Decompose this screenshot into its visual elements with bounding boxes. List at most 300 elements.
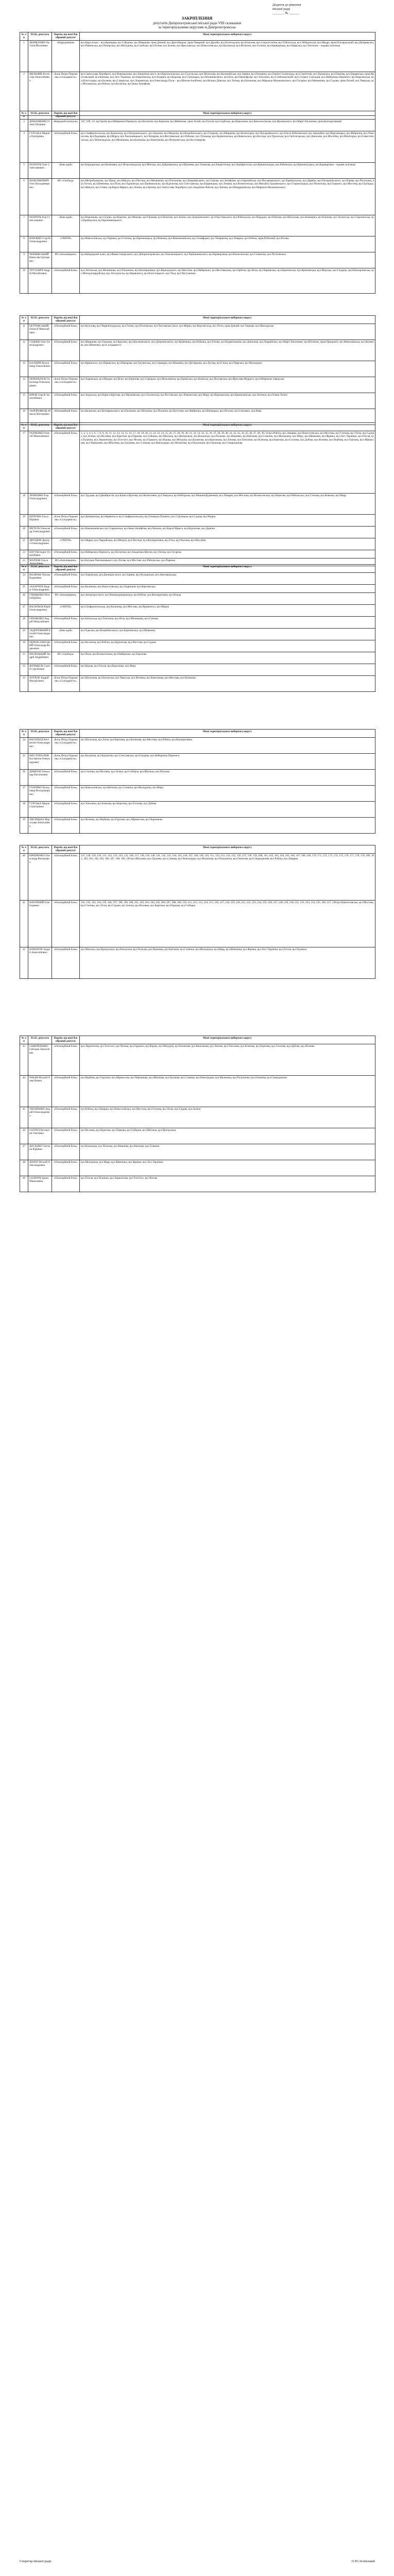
table-row — [20, 593, 375, 605]
district-boundaries: 1, 2, 3, 4, 5, 6, 7, 8, 9, 10, 11, 12, 13, 14, 15, 16, 17, 18, 19, 20, 21, 22, 23, 24, 25, 26, 27, 28, 29, 30, 31, 32, 33, 34, 35, 36, 37, 38, 39, 40, 41, 42, 43, 44, 45, 46, 47, 48, 49, 50 вул.Робоча, вул.Ливарна, вул.Новоселівська, вул.Мостова, вул.Степова, вул.Лісна, вул.Садова, вул.Зелена, вул.Весняна, вул.Берегова, вул.Паркова, вул.Соборна, вул.Шкільна, вул.Центральна, вул.Вокзальна, вул.Польова, вул.Вишнева, вул.Квіткова, вул.Сонячна, вул.Молодіжна, вул.Миру, вул.Шевченка, вул.Франка, вул.Лесі Українки, вул.Гоголя, вул.Пушкіна, вул.Лермонтова, вул.Толстого, вул.Чехова, вул.Горького, вул.Кірова, вул.Мічуріна, вул.Калинова, вул.Каштанова, вул.Липова, вул.Тополина, вул.Кленова, вул.Березова, вул.Соснова, вул.Дубова, вул.Ясенева, вул.Вербова, вул.Горіхова, вул.Абрикосова, вул.Черешнева, вул.Яблунева, вул.Грушева, вул.Сливова, вул.Виноградна, вул.Малинова, вул.Полунична, вул.Ожинова, вул.Смородинова — [80, 431, 375, 493]
deputy-party: «Опозиційний блок» — [52, 947, 80, 978]
table-row — [20, 585, 375, 593]
table-row — [20, 538, 375, 550]
table-header-row — [20, 845, 375, 854]
row-number: 38 — [20, 802, 28, 817]
row-number: 27 — [20, 605, 28, 616]
table-block — [20, 111, 375, 294]
district-boundaries: вул.Харківська, вул.Донецьке шосе, вул.Зоряна, вул.Холодильна, вул.Автозаводська — [80, 573, 375, 584]
district-boundaries: вул.Молодіжна, вул.Миру, вул.Шевченка, вул.Франка, вул.Лесі Українки — [80, 1160, 375, 1176]
table-block — [20, 1036, 375, 1192]
deputy-name: СУДНЕВ Олег Олександрович — [28, 340, 52, 361]
table-row — [20, 786, 375, 802]
deputy-name: МАЛЕЦЬКИЙ Андрій Андрійович — [28, 652, 52, 664]
deputy-party: ВО «Батьківщина» — [52, 252, 80, 268]
deputy-party: ВО «Батьківщина» — [52, 558, 80, 566]
table-block — [20, 315, 375, 425]
column-header-party: Партія, від якої був обраний депутат — [52, 316, 80, 324]
column-header-party: Партія, від якої був обраний депутат — [52, 845, 80, 853]
table-row — [20, 738, 375, 754]
deputy-party: «Опозиційний блок» — [52, 818, 80, 833]
secretary-label: Секретар міської ради — [20, 2560, 52, 2563]
district-boundaries: вул.Набережна Перемоги, вул.Космічна, вул.Академіка Янгеля, вул.Титова, вул.Гагаріна — [80, 550, 375, 558]
table-row — [20, 179, 375, 215]
district-boundaries: вул.Весняна, вул.Берегова, вул.Паркова, вул.Соборна, вул.Шкільна, вул.Центральна — [80, 1128, 375, 1144]
deputy-name: ЮРОВ Сергій Анатолійович — [28, 393, 52, 409]
deputy-name: ГУРСЬКА Марина Григорівна — [28, 802, 52, 817]
deputy-party: «Блок Петра Порошенка «Солідарність» — [52, 754, 80, 769]
district-boundaries: вул.Одеська, вул.Коцюбинського, вул.Березинська, вул.Шевченка — [80, 629, 375, 640]
district-boundaries: 107, 109, 111 пр.Героїв, вул.Набережна Перемоги, вул.Космічна, вул.Берегова, вул.Шевченка, пров.Тихий, вул.Гоголя, вул.Сербська, вул.Короленка, вул.Комсомольська, вул.Жуковського, вул.Марії Лисиченко, пров.Кооперативний — [80, 120, 375, 131]
row-number: 12 — [20, 340, 28, 361]
district-boundaries: 127, 128, 129, 130, 131, 132, 133, 134, 135, 136, 137, 138, 139, 140, 141, 142, 143, 144, 145, 146, 147, 148, 149, 150, 151, 152, 153, 154, 155, 156, 157, 158, 159, 160, 161, 162, 163, 164, 165, 166, 167, 168, 169, 170, 171, 172, 173, 174, 175, 176, 177, 178, 179, 180, 181, 182, 183, 184, 185, 186, 187, 188, 189, 190 вул.Яблунева, вул.Грушева, вул.Сливова, вул.Виноградна, вул.Малинова, вул.Полунична, вул.Ожинова, вул.Смородинова, вул.Робоча, вул.Ливарна — [80, 854, 375, 900]
deputy-name: МЕЛЬНИК Ростислав Анатолійович — [28, 72, 52, 115]
deputy-name: ДОЛОТ Віталій Олександрович — [28, 1160, 52, 1176]
deputy-name: ЧЕРНИВСЬКИЙ Вячеслав Григорович — [28, 252, 52, 268]
deputy-party: «Опозиційний блок» — [52, 770, 80, 785]
column-header-party: Партія, від якої був обраний депутат — [52, 730, 80, 737]
deputy-party: «Опозиційний блок» — [52, 1076, 80, 1107]
column-header-no: № з/п — [20, 111, 28, 119]
column-header-no: № з/п — [20, 423, 28, 431]
row-number: 23 — [20, 558, 28, 566]
row-number: 43 — [20, 1044, 28, 1075]
table-row — [20, 236, 375, 252]
deputy-name: САЛЬЧУК Ірина Миколаївна — [28, 1176, 52, 1192]
row-number: 2 — [20, 72, 28, 115]
deputy-name: ГУРСЬКА Марина Григорівна — [28, 131, 52, 162]
district-boundaries: вул.Шолохова, вул.Батумська, вул.Тверська, вул.Весняна, вул.Каштанова, вул.Мостова, вул.Калинова — [80, 676, 375, 691]
column-header-desc: Межі територіального виборчого округу — [80, 32, 375, 40]
table-block — [20, 564, 375, 692]
table-row — [20, 515, 375, 527]
deputy-name: ВАЛЬЧАК Оксана Вадимівна — [28, 573, 52, 584]
row-number: 14 — [20, 377, 28, 393]
table-row — [20, 550, 375, 558]
table-row — [20, 72, 375, 116]
deputy-name: МАТЮШ Ольга Анатоліївна — [28, 558, 52, 566]
column-header-desc: Межі територіального виборчого округу — [80, 111, 375, 119]
column-header-name: П.І.Б. депутата — [28, 565, 52, 572]
deputy-name: РУДЧЕНКО Олексій Миколайович — [28, 431, 52, 493]
deputy-name: ПОЛІЧУК Олег Станіславович — [28, 163, 52, 178]
district-boundaries: вул.Космічна, вул.Робоча, вул.Курчатова, вул.Мостова, вул.Садова — [80, 640, 375, 652]
district-boundaries: вул.Сімферопольська, вул.Калинова, вул.Мостова, вул.Кривоноса, вул.Мирна — [80, 605, 375, 616]
deputy-party: «Опозиційний блок» — [52, 431, 80, 493]
table-row — [20, 431, 375, 494]
row-number: 46 — [20, 1128, 28, 1144]
table-row — [20, 377, 375, 393]
column-header-no: № з/п — [20, 316, 28, 324]
district-boundaries: вул.Трудова, вул.Декабристів, вул.Бориса Кротова, вул.Колективна, вул.Тверська, вул.Виборзька, вул.Машинобудівників, вул.Ливарна, вул.Мостова, вул.Вознесенська, вул.Берегова, вул.Рибальська, вул.Степова, вул.Ковпака, вул.Миру — [80, 494, 375, 514]
table-row — [20, 818, 375, 834]
table-header-row — [20, 316, 375, 324]
district-boundaries: вул.Гоголя, вул.Пушкіна, вул.Лермонтова, вул.Толстого, вул.Чехова — [80, 1176, 375, 1192]
table-row — [20, 770, 375, 786]
deputy-name: ШЕСТОПАЛЮК Костянтин Олександрович — [28, 754, 52, 769]
deputy-party: «УКРОП» — [52, 605, 80, 616]
deputy-name: ДРОЗДОВ Дмитро Олександрович — [28, 538, 52, 550]
district-boundaries: вул.Новоселівська, вул.Квіткова, вул.Сонячна, вул.Молодіжна, вул.Миру — [80, 786, 375, 801]
table-row — [20, 494, 375, 515]
district-boundaries: вул.Виконкомівська, вул.Сормовська, вул.Івана Акінфієва, вул.Чапаєва, вул.Карла Маркса, вул.Курчатова, вул.Дарвіна — [80, 527, 375, 538]
deputy-party: «Опозиційний блок» — [52, 802, 80, 817]
row-number: 45 — [20, 1107, 28, 1128]
district-boundaries: вул.Кірова, вул.Гоголя, вул.Короленка, вул.Миру — [80, 664, 375, 675]
deputy-party: «Опозиційний блок» — [52, 1144, 80, 1160]
title-line-2: за територіальними округами м.Дніпропетровська — [158, 25, 236, 29]
row-number: 29 — [20, 629, 28, 640]
deputy-party: «Відродження» — [52, 41, 80, 72]
district-boundaries: вул.Космічна, вул.Курчатова, вул.Січеславська, вул.Гагаріна, вул.Набережна Перемоги — [80, 754, 375, 769]
column-header-name: П.І.Б. депутата — [28, 730, 52, 737]
table-row — [20, 252, 375, 268]
row-number: 32 — [20, 664, 28, 675]
table-row — [20, 629, 375, 640]
row-number: 20 — [20, 527, 28, 538]
annex-line-3: _______ № ______ — [272, 11, 299, 15]
column-header-name: П.І.Б. депутата — [28, 1036, 52, 1044]
table-header-row — [20, 1036, 375, 1044]
column-header-no: № з/п — [20, 1036, 28, 1044]
row-number: 15 — [20, 393, 28, 409]
deputy-name: ЄРЕМЕНКО Андрій Миколайович — [28, 617, 52, 628]
table-row — [20, 215, 375, 236]
deputy-party: «Опозиційний блок» — [52, 1128, 80, 1144]
deputy-name: ШУРОВА Ольга Юріївна — [28, 515, 52, 526]
table-row — [20, 854, 375, 901]
district-boundaries: вул.Робоча, вул.Ливарна, вул.Новоселівська, вул.Мостова, вул.Степова, вул.Лісна, вул.Садова, вул.Зелена — [80, 1107, 375, 1128]
deputy-party: «Наш край» — [52, 215, 80, 236]
district-boundaries: вул.Поля, вул.Вознесенська, вул.Набережна, вул.Березова — [80, 652, 375, 664]
deputy-party: «Блок Петра Порошенка «Солідарність» — [52, 515, 80, 526]
deputy-party: «Наш край» — [52, 629, 80, 640]
deputy-party: «Опозиційний блок» — [52, 340, 80, 361]
deputy-party: «Опозиційний блок» — [52, 268, 80, 293]
deputy-name: ГОЛОВКО Володимир Володимирович — [28, 786, 52, 801]
row-number: 18 — [20, 494, 28, 514]
row-number: 13 — [20, 361, 28, 377]
deputy-name: ЗАДОРОЖНИЙ Віталій Олександрович — [28, 629, 52, 640]
district-boundaries: вул.Батумська, вул.Тополина, вул.Ясна, вул.Мечникова, вул.Степова — [80, 617, 375, 628]
column-header-desc: Межі територіального виборчого округу — [80, 423, 375, 431]
deputy-name: ДОМАШЕНКО Олена Петрівна — [28, 120, 52, 131]
column-header-desc: Межі територіального виборчого округу — [80, 1036, 375, 1044]
row-number: 25 — [20, 585, 28, 592]
deputy-name: ГРИЩЕНКО Юлія Юріївна — [28, 593, 52, 604]
secretary-name: О.Ю.Зелінський — [351, 2560, 375, 2563]
row-number: 10 — [20, 268, 28, 293]
table-row — [20, 131, 375, 163]
district-boundaries: вул.Сімферопольська, вул.Бакинська, вул.Паторжинського, вул.Алмазна, вул.Медична, вул.Коцюбинського, вул.Гладкова, вул.Ширшова, вул.Колекторна, вул.Писаржевського, вул.Ольги Кобилянської, вул.Авіаційна, вул.Марганецька, вул.Фабрична, вул.Ломоносова, вул.Радищева, вул.Щорса, вул.Хмельницького, вул.Чичеріна, вул.Фестивальна, вул.Рибалко, вул.Тупикова, вул.Криничанська, вул.Ковельська, вул.Косіора, вул.Уральська, вул.Світлогорська, вул.Данилова, вул.Шосейна, вул.Моніторна, вул.Севастопольська, вул.Ленінградська, вул.Мечникова, вул.Калинова, вул.Каштанова, вул.Ясинуватська, вул.Костомарова — [80, 131, 375, 162]
row-number: 41 — [20, 901, 28, 947]
table-row — [20, 1044, 375, 1076]
table-block — [20, 845, 375, 979]
column-header-desc: Межі територіального виборчого округу — [80, 565, 375, 572]
row-number: 21 — [20, 538, 28, 550]
table-row — [20, 120, 375, 131]
table-row — [20, 754, 375, 770]
district-boundaries: вул.Новоселівська, вул.Чарівна, вул.Степова, вул.Кременецька, вул.Ковпака, вул.Виконкомівська, вул.Семафорна, вул.Тимірязєва, вул.Ливарна, вул.Робоча, пров.Рубіжний, вул.Яхтова — [80, 236, 375, 252]
row-number: 19 — [20, 515, 28, 526]
deputy-party: ВО «Свобода» — [52, 652, 80, 664]
row-number: 22 — [20, 550, 28, 558]
district-boundaries: вул.Тополина, вул.Кленова, вул.Березова, вул.Соснова, вул.Дубова — [80, 802, 375, 817]
column-header-name: П.І.Б. депутата — [28, 32, 52, 40]
deputy-party: ВО «Батьківщина» — [52, 593, 80, 604]
table-block — [20, 32, 375, 116]
deputy-name: МЕТЕЛЬ Олександр Олександрович — [28, 527, 52, 538]
column-header-desc: Межі територіального виборчого округу — [80, 316, 375, 324]
annex-note — [272, 3, 375, 15]
table-row — [20, 340, 375, 361]
column-header-name: П.І.Б. депутата — [28, 111, 52, 119]
deputy-party: «Опозиційний блок» — [52, 494, 80, 514]
deputy-party: «Блок Петра Порошенка «Солідарність» — [52, 72, 80, 115]
row-number: 1 — [20, 41, 28, 72]
district-boundaries: вул.Шкільна, вул.Центральна, вул.Вокзальна, вул.Польова, вул.Вишнева, вул.Квіткова, вул.Сонячна, вул.Молодіжна, вул.Миру, вул.Шевченка, вул.Франка, вул.Лесі Українки, вул.Гоголя, вул.Пушкіна — [80, 947, 375, 978]
deputy-name: ПОЛІЧУК Ігор Станіславович — [28, 215, 52, 236]
column-header-party: Партія, від якої був обраний депутат — [52, 565, 80, 572]
annex-line-1: Додаток до рішення — [272, 3, 301, 7]
table-row — [20, 1107, 375, 1128]
title-line-1: депутатів Дніпропетровської міської ради VIII скликання — [152, 21, 242, 25]
column-header-no: № з/п — [20, 730, 28, 737]
district-boundaries: вул.Воронцова, вул.Сєдова, вул.Коротка, вул.Межова, вул.Громова, вул.Поштова, вул.Зелена, вул.Дзержинського, вул.Паустовського, вул.Рибальська, вул.Відрадна, вул.Рабочая, вул.Шолохова, вул.Інженерна, вул.Кленова, вул.Луганська, вул.Сорочинська, вул.Приморська, вул.Кропивницького — [80, 215, 375, 236]
table-row — [20, 324, 375, 340]
row-number: 8 — [20, 236, 28, 252]
row-number: 37 — [20, 786, 28, 801]
deputy-party: «Опозиційний блок» — [52, 786, 80, 801]
column-header-no: № з/п — [20, 845, 28, 853]
deputy-party: «Опозиційний блок» — [52, 361, 80, 377]
table-row — [20, 41, 375, 72]
table-row — [20, 268, 375, 294]
deputy-party: «УКРОП» — [52, 236, 80, 252]
deputy-party: «Опозиційний блок» — [52, 640, 80, 652]
column-header-party: Партія, від якої був обраний депутат — [52, 32, 80, 40]
district-boundaries: вул.Кривоноса, вул.Паровозна, вул.Макарова, вул.Грузинська, вул.Сирецька, вул.Вишнева, вул.Дегтярьова, вул.Лугова, вул.Сінна, вул.Тверська, вул.Молодіжна — [80, 361, 375, 377]
district-boundaries: вул.Святослава Хороброго, вул.Новокрилова, вул.Запорізьке шосе, вул.Краснопільська, вул.Гуцульська, вул.Шолохова, вул.Коломийська, вул.Зоряна, вул.Поповича, вул.Героїв Сталінграда, вул.Строїтелів, вул.Орловська, вул.Павлова, вул.Бердянська, пров.Ярославський, вул.Ковпака, вул.Лесі Українки, вул.Березинська, вул.Аграрна, вул.Кедрова, вул.Стрілецька, вул.Малиновського, вул.Біла, вул.Прокофьєва, вул.Тополина, вул.Слобожанський, вул.Січових Стрільців, вул.Набережна Перемоги, вул.Березинська, вул.Білостоцька, вул.Бєляєва, вул.Самарська, вул.Лоцманська, вул.Олександра Поля – вул.Шолом-Алейхема, вул.Велика Діївська, вул.Титова, вул.Калинова, вул.Маршала Малиновського, вул.Гагаріна, вул.Мечникова, вул.Садова, пров.Лісний, вул.Тверська, вул.Московська, вул.Робоча, вул.Космічна, вул.Івана Акінфієва — [80, 72, 375, 115]
row-number: 48 — [20, 1160, 28, 1176]
deputy-name: ПЕРЕВЕРЗЄВ Олександр Олександрович — [28, 377, 52, 393]
table-header-row — [20, 423, 375, 431]
row-number: 28 — [20, 617, 28, 628]
row-number: 40 — [20, 854, 28, 900]
table-row — [20, 1160, 375, 1176]
district-boundaries: вул.Калинова, вул.Котляревського, вул.Нахімова, вул.Мічуріна, вул.Пушкіна, вул.Кутузова, вул.Фабрична, вул.Вінницька, вул.Пісочна, вул.Сміливих, вул.Нова — [80, 409, 375, 425]
district-boundaries: вул.Амурська, вул.Бориса Кротова, вул.Мукачівська, вул.Смоленська, вул.Ростовська, вул.Ломоносова, вул.Миру, вул.Ворошилова, вул.Криничанська, вул.Аптечна, вул.Олени Теліги — [80, 393, 375, 409]
district-boundaries: вул.Вербова, вул.Горіхова, вул.Абрикосова, вул.Черешнева, вул.Яблунева, вул.Грушева, вул.Сливова, вул.Виноградна, вул.Малинова, вул.Полунична, вул.Ожинова, вул.Смородинова — [80, 1076, 375, 1107]
table-header-row — [20, 565, 375, 573]
row-number: 9 — [20, 252, 28, 268]
deputy-name: ЛЕВЧЕНКО Ігор Олександрович — [28, 494, 52, 514]
district-boundaries: вул.Шолохова, вул.Лісна, вул.Березова, вул.Калинова, вул.Мостова, вул.Робоча, вул.Кооперативна — [80, 738, 375, 753]
row-number: 16 — [20, 409, 28, 425]
district-boundaries: вул.Мирна, вул.Гвардійська, вул.Шмідта, вул.Пастера, вул.Кооперативна, вул.Тиха, вул.Чкалова, вул.Шосейна — [80, 538, 375, 550]
row-number: 33 — [20, 676, 28, 691]
deputy-party: «Опозиційний блок» — [52, 527, 80, 538]
district-boundaries: вул.Вокзальна, вул.Польова, вул.Вишнева, вул.Квіткова, вул.Сонячна — [80, 1144, 375, 1160]
deputy-party: «Опозиційний блок» — [52, 550, 80, 558]
table-row — [20, 617, 375, 629]
table-header-row — [20, 111, 375, 120]
deputy-name: ВОРОНКО Сергій Олександрович — [28, 236, 52, 252]
row-number: 7 — [20, 215, 28, 236]
annex-line-2: міської ради — [272, 7, 290, 11]
district-boundaries: вул.Лермонтова, вул.Толстого, вул.Чехова, вул.Горького, вул.Кірова, вул.Мічуріна, вул.Калинова, вул.Каштанова, вул.Липова, вул.Тополина, вул.Кленова, вул.Березова, вул.Соснова, вул.Дубова, вул.Ясенева — [80, 1044, 375, 1075]
table-header-row — [20, 730, 375, 738]
district-boundaries: вул.Кутузова, вул.Червоноградська, вул.Глінки, вул.Полтавська, вул.Полтавське шосе, вул.Мирна, вул.Курсантська, вул.Лісна, пров.Дачний, вул.Тернова, вул.Шахтарська — [80, 324, 375, 340]
deputy-party: «Опозиційний блок» — [52, 585, 80, 592]
deputy-party: «Опозиційний блок» — [52, 573, 80, 584]
district-boundaries: вул.Кайдацький шлях, вул.Якова Самарського, вул.Дніпропетровська, вул.Хмельницького, вул.Чернишевського, вул.Криворізька, вул.Вознесенська, вул.Селянська, вул.Путилівська — [80, 252, 375, 268]
row-number: 17 — [20, 431, 28, 493]
deputy-name: ТРУСЕВИЧ Андрій Михайлович — [28, 268, 52, 293]
deputy-party: «Народний контроль» — [52, 120, 80, 131]
row-number: 3 — [20, 120, 28, 131]
table-block — [20, 729, 375, 834]
row-number: 34 — [20, 738, 28, 753]
row-number: 44 — [20, 1076, 28, 1107]
deputy-name: ЖУРАВЕЛЬ Сергій Сергійович — [28, 664, 52, 675]
deputy-name: ДОВБУШ Олександр Васильович — [28, 770, 52, 785]
column-header-name: П.І.Б. депутата — [28, 316, 52, 324]
row-number: 36 — [20, 770, 28, 785]
deputy-party: «Опозиційний блок» — [52, 1107, 80, 1128]
table-row — [20, 947, 375, 979]
table-row — [20, 640, 375, 652]
district-boundaries: вул.Литовська, вул.Мечникова, вул.Плеханова, вул.Кооперативна, вул.Вернадського, вул.Мостова, вул.Набережна, вул.Фестивальна, вул.Орбітна, вул.Ясна, вул.Харківська, вул.Березинська, вул.Кремлівська, вул.Морська, вул.Гагаріна, вул.Новоорловська, вул.Молодогвардійська, вул.Лісозахисна, вул.Кривоноса, вул.Білостоцького, вул.Тиха, вул.Пастушенко — [80, 268, 375, 293]
row-number: 24 — [20, 573, 28, 584]
row-number: 49 — [20, 1176, 28, 1192]
deputy-name: ДЕНИСЕНКО Наталія Йосипівна — [28, 41, 52, 72]
deputy-name: ПЕРЕЯСЛАВСЬКИЙ Олександр Вадимович — [28, 640, 52, 652]
column-header-no: № з/п — [20, 565, 28, 572]
row-number: 42 — [20, 947, 28, 978]
column-header-party: Партія, від якої був обраний депутат — [52, 111, 80, 119]
district-boundaries: вул.Бородинська, вул.Кожемяки, вул.Петрозаводська, вул.Мінська, вул.Дубровинська, вул.Шаумяна, вул.Ульянова, вул.Енергетична, вул.Аерофлотська, вул.Кременчуцька, вул.Рибинська, вул.Кременчуцька, вул.Криворізька – вздовж залізниці — [80, 163, 375, 178]
title-heading: ЗАКРІПЛЕННЯ — [181, 16, 213, 21]
deputy-party: «Блок Петра Порошенка «Солідарність» — [52, 676, 80, 691]
district-boundaries: вул.Запорізьке шосе, вул.Нижньодніпровська, вул.Робоча, вул.Кооперативна, вул.Вільна — [80, 593, 375, 604]
row-number: 26 — [20, 593, 28, 604]
district-boundaries: вул.Харківська, вул.Медова, вул.Ясна, вул.Березова, вул.Сирецька, вул.Мальовнича, вул.Кримська, вул.Київська, вул.Полтавська, вул.Ярослава Мудрого, вул.Набережна Заводська — [80, 377, 375, 393]
district-boundaries: вул.Богдана Хмельницького, вул.Лісова, вул.Мостова, вул.Рибальська, вул.Паркова — [80, 558, 375, 566]
row-number: 31 — [20, 652, 28, 664]
deputy-party: «Опозиційний блок» — [52, 664, 80, 675]
row-number: 30 — [20, 640, 28, 652]
deputy-party: «Опозиційний блок» — [52, 131, 80, 162]
table-row — [20, 393, 375, 409]
deputy-party: «Опозиційний блок» — [52, 393, 80, 409]
column-header-party: Партія, від якої був обраний депутат — [52, 423, 80, 431]
row-number: 35 — [20, 754, 28, 769]
deputy-name: ПЕТРОВСЬКИЙ Олексій Миколайович — [28, 324, 52, 340]
table-row — [20, 1076, 375, 1107]
table-row — [20, 676, 375, 692]
deputy-name: КАЛІНИЧ Володимир Олексійович — [28, 361, 52, 377]
table-row — [20, 361, 375, 377]
deputy-name: САЛТЕЛ Костянтин Олегович — [28, 1128, 52, 1144]
table-row — [20, 1128, 375, 1144]
deputy-name: ЗАХАРЧУК Вадим Олександрович — [28, 585, 52, 592]
deputy-party: «Блок Петра Порошенка «Солідарність» — [52, 738, 80, 753]
district-boundaries: вул.Ширшова, вул.Громова, вул.Крилова, вул.Циолковського, вул.Дзержинського, вул.Кравченка, вул.Рибалка, вул.Титова, вул.Будівельників, вул.Данилова, вул.Гвардійська, вул.Марії Лисиченко, вул.Вітчизни, пров.Урицького, вул.Миколаївська, вул.Калинова, вул.Шевченка, вул.Солідарності — [80, 340, 375, 361]
deputy-name: БОГУШ Борис Олексійович — [28, 550, 52, 558]
table-header-row — [20, 32, 375, 41]
deputy-name: ВАСИЛЬЄВ Юрій Олександрович — [28, 605, 52, 616]
column-header-name: П.І.Б. депутата — [28, 845, 52, 853]
row-number: 4 — [20, 131, 28, 162]
table-row — [20, 573, 375, 585]
table-row — [20, 605, 375, 617]
deputy-name: МАКСИМОВИЧ Олег Володимирович — [28, 179, 52, 215]
deputy-name: ТАТАРЕНКО Андрій Олександрович — [28, 1107, 52, 1128]
district-boundaries: вул.Метробудівська, вул.Праці, вул.Шмідта, вул.Пастера, вул.Мечникова, вул.Плеханова, вул.Дзержинського, вул.Серова, вул.Акінфієва, вул.Європейська, вул.Писаржевського, вул.Барнаульська, вул.Дарвіна, вул.Паторжинського, вул.Кірова, вул.Рогальова, вул.Гоголя, вул.Шевченка, вул.Поля, вул.Харківська, вул.Привокзальна, вул.Курчатова, вул.Січеславська, вул.Баррикадна, вул.Ламана, вул.Вознесенська, вул.Михайла Грушевського, вул.Старокозацька, вул.Челюскіна, вул.Горького, вул.Мостова, вул.Троїцька, вул.Шмідта, вул.Глінки, пр.Карла Маркса, вул.Леніна, вул.Артема, вул.Святослава Хороброго, вул.Академіка Янгеля, вул.Липова, вул.Мандриківська, вул.Маршала Малиновського — [80, 179, 375, 215]
table-row — [20, 652, 375, 664]
deputy-party: «Опозиційний блок» — [52, 854, 80, 900]
deputy-party: «Опозиційний блок» — [52, 1044, 80, 1075]
deputy-name: ЗАПОРОЖЕЦЬ Микола Вікторович — [28, 409, 52, 425]
deputy-name: НАГОРНИЙ Олег Ігоревич — [28, 901, 52, 947]
deputy-name: КОМАРОВ Андрій Анатолійович — [28, 947, 52, 978]
deputy-party: «Наш край» — [52, 163, 80, 178]
table-row — [20, 163, 375, 179]
row-number: 6 — [20, 179, 28, 215]
deputy-name: ЧАБАН Віталій Олексійович — [28, 1076, 52, 1107]
deputy-party: «Опозиційний блок» — [52, 1160, 80, 1176]
district-boundaries: вул.Дніпровська, вул.Кривоноса, вул.Сімферопольська, вул.Генерала Пушкіна, вул.Стрілецька, вул.Садова, вул.Мирна — [80, 515, 375, 526]
district-boundaries: вул.Степова, вул.Весняна, вул.Зелена, вул.Соборна, вул.Шкільна, вул.Польова — [80, 770, 375, 785]
deputy-party: «УКРОП» — [52, 538, 80, 550]
deputy-party: ВО «Свобода» — [52, 179, 80, 215]
deputy-name: ДОСЕНКО Світлана Юріївна — [28, 1144, 52, 1160]
district-boundaries: вул.Ясенева, вул.Вербова, вул.Горіхова, вул.Абрикосова, вул.Черешнева — [80, 818, 375, 833]
table-row — [20, 901, 375, 947]
district-boundaries: вул.Калинова, вул.Новоселівська, вул.Ударників, вул.Березинська — [80, 585, 375, 592]
row-number: 11 — [20, 324, 28, 340]
row-number: 47 — [20, 1144, 28, 1160]
table-row — [20, 527, 375, 538]
deputy-party: «Блок Петра Порошенка «Солідарність» — [52, 377, 80, 393]
row-number: 39 — [20, 818, 28, 833]
deputy-party: «Опозиційний блок» — [52, 409, 80, 425]
deputy-name: ХОТРОВ Андрій Михайлович — [28, 676, 52, 691]
column-header-desc: Межі територіального виборчого округу — [80, 730, 375, 737]
deputy-party: «Опозиційний блок» — [52, 324, 80, 340]
deputy-name: КРАВЧЕНКО Олександр Вікторович — [28, 854, 52, 900]
deputy-name: ЛИСИЦЬКА Мирослава Анатоліївна — [28, 818, 52, 833]
row-number: 5 — [20, 163, 28, 178]
deputy-name: САМОЙЛЕНКО Світлана Анатоліївна — [28, 1044, 52, 1075]
deputy-party: «Опозиційний блок» — [52, 1176, 80, 1192]
table-row — [20, 802, 375, 818]
column-header-desc: Межі територіального виборчого округу — [80, 845, 375, 853]
deputy-party: «Опозиційний блок» — [52, 901, 80, 947]
district-boundaries: 191, 192, 193, 194, 195, 196, 197, 198, 199, 200, 201, 202, 203, 204, 205, 206, 207, 208, 209, 210, 211, 212, 213, 214, 215, 216, 217, 218, 219, 220, 221, 222, 223, 224, 225, 226, 227, 228, 229, 230, 231, 232, 233, 234, 235, 236, 237, 238 вул.Новоселівська, вул.Мостова, вул.Степова, вул.Лісна, вул.Садова, вул.Зелена, вул.Весняна, вул.Берегова, вул.Паркова, вул.Соборна — [80, 901, 375, 947]
table-block — [20, 422, 375, 566]
table-row — [20, 664, 375, 676]
deputy-party: «Опозиційний блок» — [52, 617, 80, 628]
column-header-no: № з/п — [20, 32, 28, 40]
district-boundaries: вул.Каруселька – вул.Кривцова, вул.Сабурова, вул.Ширшова, пров.Дачний, вул.Дрогобицька, пров.Ливарний, вул.Дружби, вул.Вологодська, вул.Благоєва, вул.Соціалістична, вул.Тобольська, вул.Лебединська, вул.Щедра, пров.Білгородський, вул.Дніпровська, вул.Рівненська, вул.Печорська, вул.Мичурина, вул.Свободи, вул.Осіння, вул.Зелена, вул.Ярославська, вул.Новоселівська, вул.Каховська, вул.Вітчизни, вул.Єсеніна, вул.Криворізька, вул.Нарвська, вул.Теплична – вздовж залізниці — [80, 41, 375, 72]
table-row — [20, 1176, 375, 1192]
column-header-party: Партія, від якої був обраний депутат — [52, 1036, 80, 1044]
document-title — [62, 16, 332, 30]
table-row — [20, 1144, 375, 1160]
column-header-name: П.І.Б. депутата — [28, 423, 52, 431]
